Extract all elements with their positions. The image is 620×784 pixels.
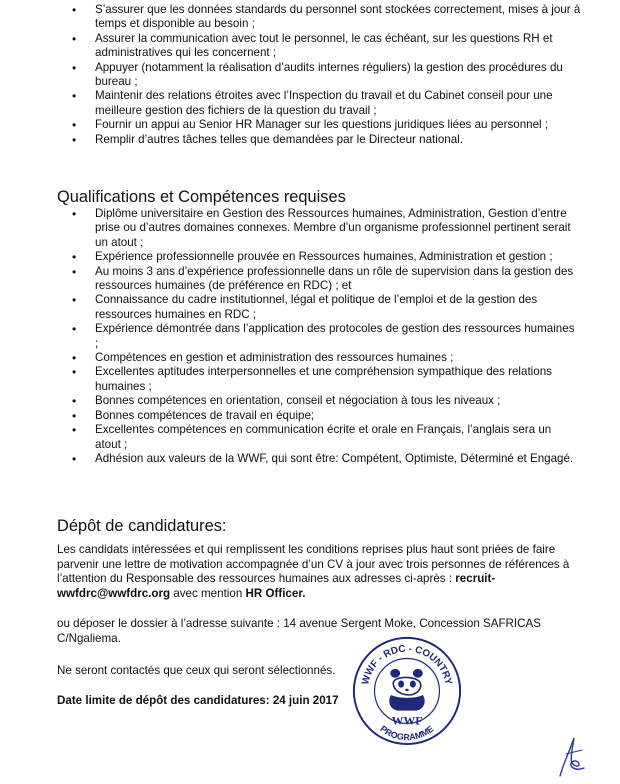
qualifications-heading: Qualifications et Compétences requises — [57, 188, 346, 206]
list-item: • Bonnes compétences de travail en équipe; — [0, 409, 620, 423]
qualifications-list — [0, 207, 620, 466]
instructions-text: Les candidats intéressées et qui remplissent les conditions reprises plus haut sont priées de faire parvenir une lettre de motivation accompagnée d’un CV à jour avec trois personnes de références à l’attention du Responsable des ressources humaines aux adresses ci-après : — [57, 543, 570, 586]
list-item: • Au moins 3 ans d’expérience professionnelle dans un rôle de supervision dans la gestion des ressources humaines (de préférence en RDC) ; et — [0, 265, 620, 294]
list-item: • Maintenir des relations étroites avec l’Inspection du travail et du Cabinet conseil pour une meilleure gestion des fichiers de la question du travail ; — [0, 89, 620, 118]
contact-note: Ne seront contactés que ceux qui seront sélectionnés. — [57, 664, 336, 677]
list-item: • S’assurer que les données standards du personnel sont stockées correctement, mises à jour à temps et disponible au besoin ; — [0, 3, 620, 32]
duties-list — [0, 3, 620, 147]
list-item: • Compétences en gestion et administration des ressources humaines ; — [0, 351, 620, 365]
stamp-bottom-text: PROGRAMME — [378, 723, 436, 743]
list-item: • Adhésion aux valeurs de la WWF, qui sont être: Compétent, Optimiste, Déterminé et Engagé. — [0, 452, 620, 466]
panda-icon — [389, 669, 424, 711]
list-item: • Connaissance du cadre institutionnel, légal et politique de l’emploi et de la gestion des ressources humaines en RDC ; — [0, 293, 620, 322]
list-item: • Remplir d’autres tâches telles que demandées par le Directeur national. — [0, 133, 620, 147]
application-email: recruit-wwfdrc@wwfdrc.org — [57, 572, 496, 600]
list-item: • Excellentes aptitudes interpersonnelles et une compréhension sympathique des relations humaines ; — [0, 365, 620, 394]
list-item: • Expérience démontrée dans l’application des protocoles de gestion des ressources humaines ; — [0, 322, 620, 351]
stamp-logo-text: WWF — [391, 713, 423, 728]
list-item: • Diplôme universitaire en Gestion des Ressources humaines, Administration, Gestion d’entre prise ou d’autres domaines connexes. Membre d’un organisme professionnel pertinent serait un atout ; — [0, 207, 620, 250]
list-item: • Expérience professionnelle prouvée en Ressources humaines, Administration et gestion ; — [0, 250, 620, 264]
list-item: • Assurer la communication avec tout le personnel, le cas échéant, sur les questions RH et administratives qui les concernent ; — [0, 32, 620, 61]
application-heading: Dépôt de candidatures: — [57, 517, 227, 535]
instructions-text-mid: avec mention — [170, 586, 246, 600]
list-item: • Fournir un appui au Senior HR Manager sur les questions juridiques liées au personnel ; — [0, 118, 620, 132]
deposit-address: ou déposer le dossier à l’adresse suivante : 14 avenue Sergent Moke, Concession SAFRICAS C/Ngaliema. — [57, 617, 541, 645]
list-item: • Appuyer (notamment la réalisation d’audits internes réguliers) la gestion des procédures du bureau ; — [0, 61, 620, 90]
stamp-top-text: WWF - RDC - COUNTRY — [360, 643, 454, 686]
application-instructions — [57, 543, 577, 601]
wwf-stamp-seal — [348, 630, 466, 748]
list-item: • Excellentes compétences en communication écrite et orale en Français, l’anglais sera un atout ; — [0, 423, 620, 452]
list-item: • Bonnes compétences en orientation, conseil et négociation à tous les niveaux ; — [0, 394, 620, 408]
application-mention: HR Officer. — [245, 586, 306, 600]
application-deadline: Date limite de dépôt des candidatures: 24 juin 2017 — [57, 694, 339, 707]
handwritten-signature — [552, 732, 592, 780]
